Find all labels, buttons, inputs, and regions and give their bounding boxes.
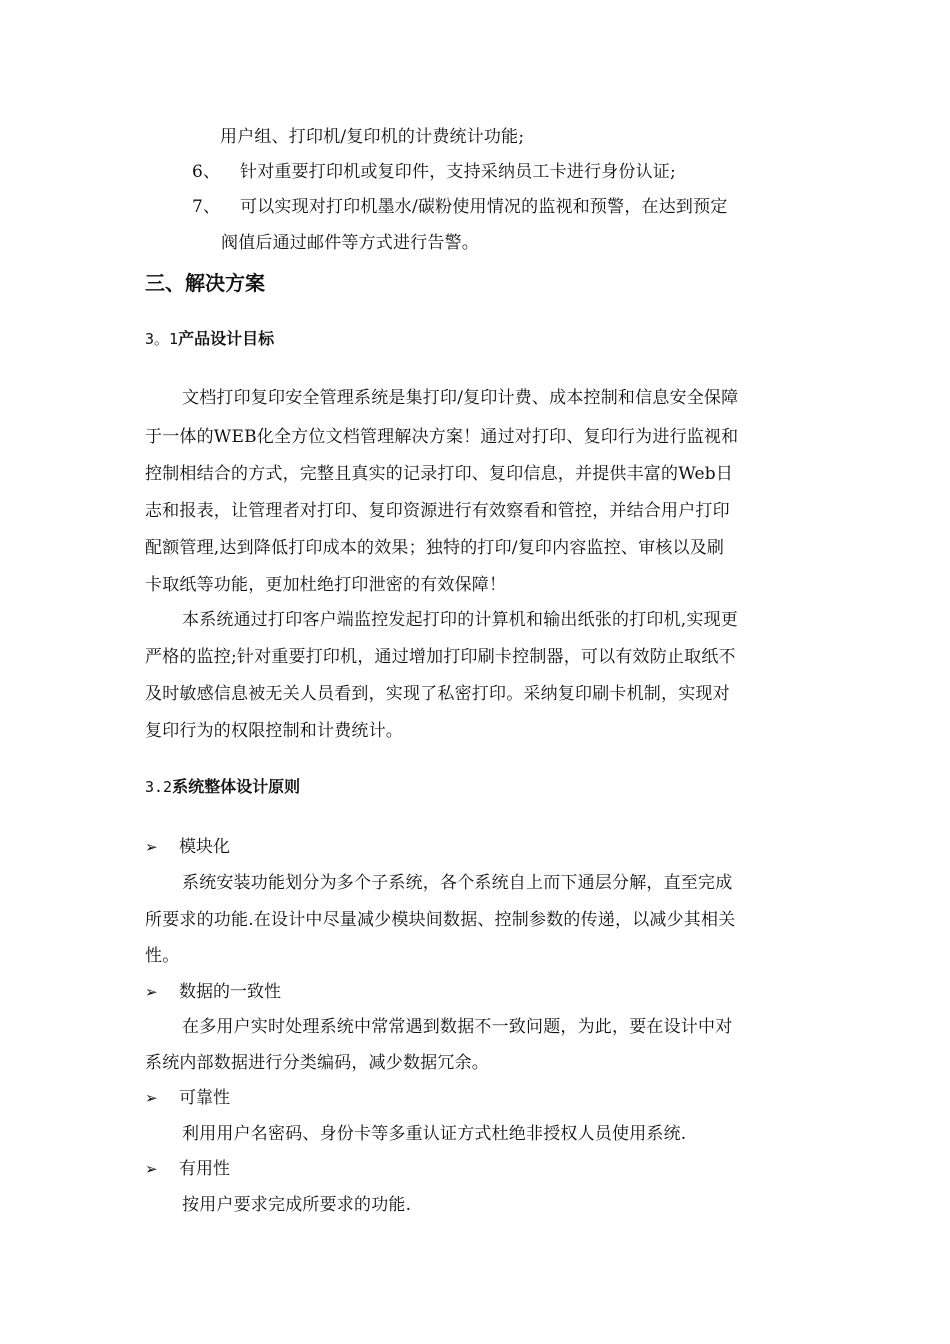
- section-heading: 三、解决方案: [145, 271, 265, 295]
- principle-description-line: 按用户要求完成所要求的功能.: [182, 1195, 412, 1215]
- list-item-number: 6、: [192, 162, 221, 182]
- list-item-number: 7、: [192, 197, 221, 217]
- paragraph-line: 复印行为的权限控制和计费统计。: [145, 721, 403, 741]
- paragraph-line: 配额管理,达到降低打印成本的效果；独特的打印/复印内容监控、审核以及刷: [145, 538, 725, 558]
- subsection-number: 3。1: [145, 330, 179, 348]
- paragraph-line: 文档打印复印安全管理系统是集打印/复印计费、成本控制和信息安全保障: [182, 388, 739, 408]
- principle-label: 可靠性: [179, 1088, 230, 1108]
- list-item-text: 可以实现对打印机墨水/碳粉使用情况的监视和预警，在达到预定: [240, 197, 728, 217]
- principle-description-line: 系统内部数据进行分类编码，减少数据冗余。: [145, 1053, 489, 1073]
- principle-item-consistency: [145, 981, 281, 1003]
- paragraph-line: 严格的监控;针对重要打印机，通过增加打印刷卡控制器，可以有效防止取纸不: [145, 647, 736, 667]
- subsection-title: 系统整体设计原则: [172, 777, 301, 796]
- arrow-bullet-icon: ➢: [145, 1160, 158, 1178]
- principle-item-modularity: [145, 836, 230, 858]
- principle-description-line: 在多用户实时处理系统中常常遇到数据不一致问题，为此，要在设计中对: [182, 1017, 733, 1037]
- principle-item-usefulness: [145, 1158, 230, 1180]
- principle-description-line: 性。: [145, 946, 180, 966]
- subsection-number: 3.2: [145, 778, 173, 796]
- paragraph-line: 于一体的WEB化全方位文档管理解决方案！通过对打印、复印行为进行监视和: [145, 427, 739, 447]
- arrow-bullet-icon: ➢: [145, 838, 158, 856]
- arrow-bullet-icon: ➢: [145, 1089, 158, 1107]
- principle-item-reliability: [145, 1087, 230, 1109]
- principle-label: 模块化: [179, 837, 230, 857]
- list-item-text: 针对重要打印机或复印件，支持采纳员工卡进行身份认证;: [240, 162, 676, 182]
- list-item-6: [192, 161, 676, 183]
- principle-label: 有用性: [179, 1159, 230, 1179]
- list-item-7-continuation: 阀值后通过邮件等方式进行告警。: [221, 233, 479, 253]
- principle-description-line: 所要求的功能.在设计中尽量减少模块间数据、控制参数的传递，以减少其相关: [145, 910, 736, 930]
- principle-description-line: 系统安装功能划分为多个子系统，各个系统自上而下通层分解，直至完成: [182, 873, 733, 893]
- principle-label: 数据的一致性: [179, 982, 281, 1002]
- paragraph-line: 卡取纸等功能，更加杜绝打印泄密的有效保障！: [145, 575, 507, 595]
- subsection-heading-3-2: [145, 776, 300, 798]
- paragraph-line: 控制相结合的方式，完整且真实的记录打印、复印信息，并提供丰富的Web日: [145, 464, 734, 484]
- paragraph-line: 本系统通过打印客户端监控发起打印的计算机和输出纸张的打印机,实现更: [182, 610, 739, 630]
- principle-description-line: 利用用户名密码、身份卡等多重认证方式杜绝非授权人员使用系统.: [182, 1124, 687, 1144]
- list-continuation-line: 用户组、打印机/复印机的计费统计功能;: [220, 127, 525, 147]
- paragraph-line: 志和报表，让管理者对打印、复印资源进行有效察看和管控，并结合用户打印: [145, 501, 730, 521]
- arrow-bullet-icon: ➢: [145, 983, 158, 1001]
- list-item-7: [192, 196, 728, 218]
- subsection-heading-3-1: [145, 328, 274, 350]
- paragraph-line: 及时敏感信息被无关人员看到，实现了私密打印。采纳复印刷卡机制，实现对: [145, 684, 730, 704]
- subsection-title: 产品设计目标: [178, 329, 275, 348]
